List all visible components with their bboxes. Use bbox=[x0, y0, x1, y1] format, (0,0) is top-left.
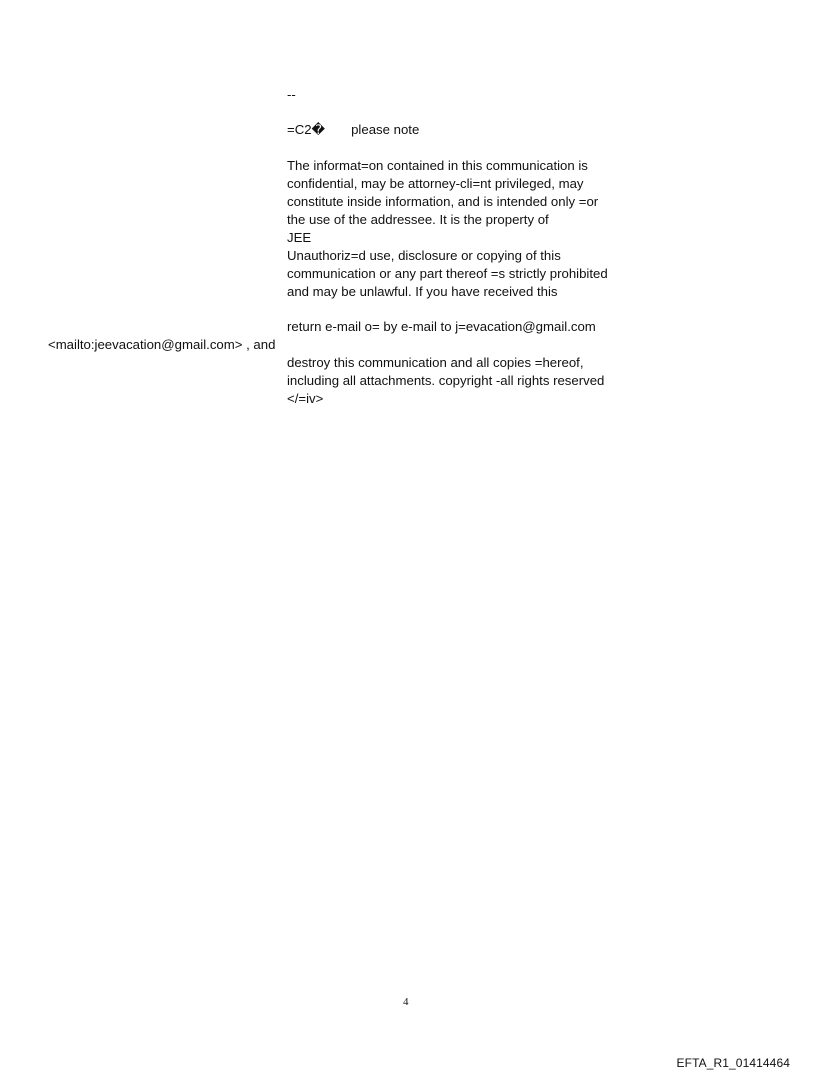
note-label: please note bbox=[351, 122, 420, 137]
note-prefix: =C2� bbox=[287, 122, 326, 137]
note-heading bbox=[287, 121, 419, 139]
disclaimer-line: Unauthoriz=d use, disclosure or copying of this bbox=[287, 248, 561, 263]
closing-line: </=iv> bbox=[287, 391, 324, 406]
page-number: 4 bbox=[403, 996, 409, 1008]
disclaimer-line: The informat=on contained in this communication is bbox=[287, 158, 588, 173]
disclaimer-line: communication or any part thereof =s strictly prohibited bbox=[287, 266, 608, 281]
disclaimer-line: JEE bbox=[287, 230, 312, 245]
mailto-link[interactable]: <mailto:jeevacation@gmail.com> , and bbox=[48, 337, 276, 352]
disclaimer-line: the use of the addressee. It is the property of bbox=[287, 212, 549, 227]
disclaimer-line: and may be unlawful. If you have received this bbox=[287, 284, 558, 299]
return-email-line: return e-mail o= by e-mail to j=evacation@gmail.com bbox=[287, 319, 596, 334]
closing-line: destroy this communication and all copies =hereof, bbox=[287, 355, 584, 370]
separator-line: -- bbox=[287, 87, 296, 102]
bates-number: EFTA_R1_01414464 bbox=[676, 1056, 790, 1070]
disclaimer-line: confidential, may be attorney-cli=nt privileged, may bbox=[287, 176, 584, 191]
disclaimer-line: constitute inside information, and is intended only =or bbox=[287, 194, 599, 209]
closing-line: including all attachments. copyright -all rights reserved bbox=[287, 373, 605, 388]
